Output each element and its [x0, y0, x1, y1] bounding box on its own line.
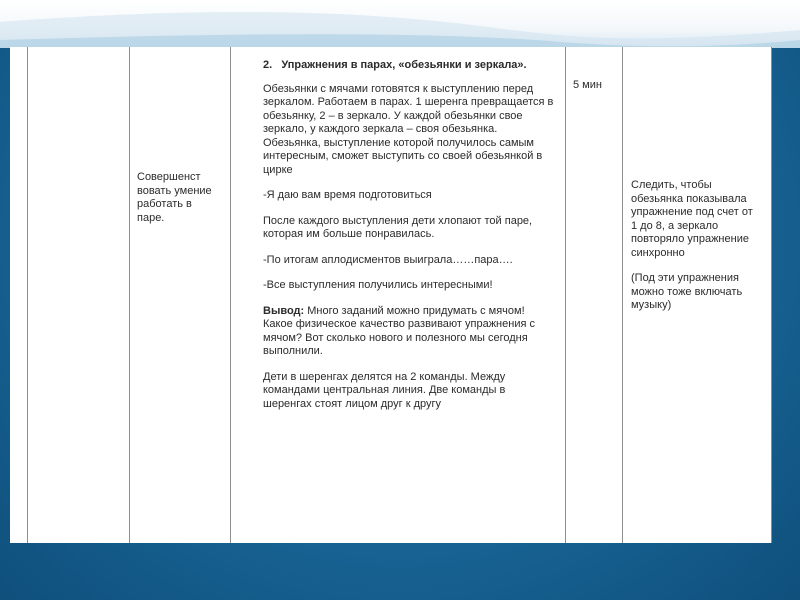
lesson-table	[10, 47, 772, 543]
conclusion	[263, 305, 555, 359]
table-border	[230, 47, 231, 543]
remarks-cell	[631, 179, 757, 325]
goal-cell: Совершенст вовать умение работать в паре.	[137, 171, 212, 224]
conclusion-label: Вывод:	[263, 304, 305, 317]
task-number: 2.	[263, 59, 273, 71]
task-paragraph: -По итогам аплодисментов выиграла……пара….	[263, 253, 513, 266]
table-border	[565, 47, 566, 543]
table-border	[27, 47, 28, 543]
task-cell	[263, 59, 555, 423]
task-paragraph: -Я даю вам время подготовиться	[263, 189, 432, 201]
task-title	[263, 59, 555, 73]
remark-paragraph: Следить, чтобы обезьянка показывала упражнение под счет от 1 до 8, а зеркало повторяло упражнение синхронно	[631, 179, 753, 259]
table-border	[622, 47, 623, 543]
task-paragraph: После каждого выступления дети хлопают той паре, которая им больше понравилась.	[263, 214, 533, 240]
conclusion-text: Много заданий можно придумать с мячом! Какое физическое качество развивают упражнения с мячом? Вот сколько нового и полезного мы сегодня выполнили.	[263, 304, 535, 357]
table-border	[129, 47, 130, 543]
task-final-paragraph: Дети в шеренгах делятся на 2 команды. Между командами центральная линия. Две команды в шеренгах стоят лицом друг к другу	[263, 370, 506, 410]
remark-paragraph: (Под эти упражнения можно тоже включать музыку)	[631, 272, 743, 311]
task-paragraph: -Все выступления получились интересными!	[263, 279, 493, 291]
time-cell: 5 мин	[573, 79, 602, 91]
task-paragraph: Обезьянки с мячами готовятся к выступлению перед зеркалом. Работаем в парах. 1 шеренга превращается в обезьянку, 2 – в зеркало. У каждой обезьянки свое зеркало, у каждого зеркала – своя обезьянка. Обезьянка, выступление которой получилось самым интересным, сможет выступить со своей обезьянкой в цирке	[263, 82, 554, 176]
table-border	[771, 47, 772, 543]
task-title-text: Упражнения в парах, «обезьянки и зеркала».	[281, 59, 527, 71]
